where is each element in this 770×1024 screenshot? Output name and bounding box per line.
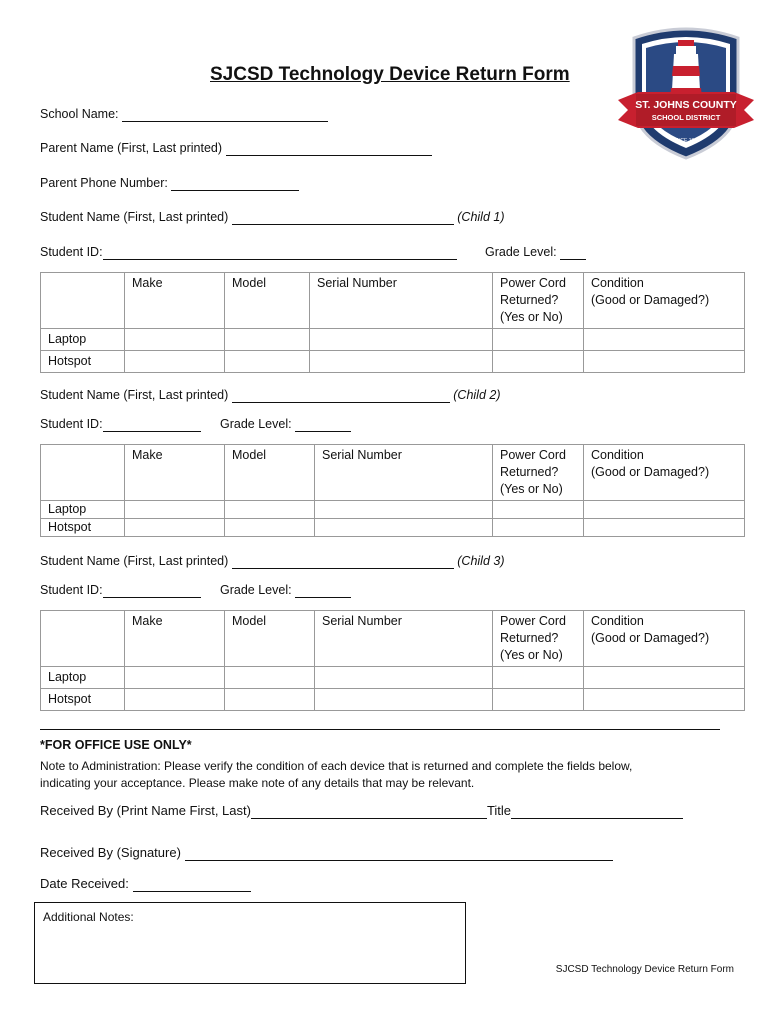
school-name-line[interactable] bbox=[122, 107, 328, 122]
student-id-field-2[interactable] bbox=[40, 416, 201, 432]
student-id-line[interactable] bbox=[103, 583, 201, 598]
header-power-cord-l3: (Yes or No) bbox=[500, 482, 563, 496]
logo-since: SINCE 1869 bbox=[672, 138, 700, 144]
cell-serial[interactable] bbox=[310, 329, 493, 351]
grade-level-field-1[interactable] bbox=[485, 244, 586, 260]
date-received-line[interactable] bbox=[133, 877, 251, 892]
header-make: Make bbox=[125, 611, 225, 667]
header-condition-l1: Condition bbox=[591, 448, 644, 462]
header-serial: Serial Number bbox=[315, 445, 493, 501]
parent-name-line[interactable] bbox=[226, 141, 432, 156]
header-power-cord-l2: Returned? bbox=[500, 631, 559, 645]
student-name-line[interactable] bbox=[232, 388, 450, 403]
logo-line2: SCHOOL DISTRICT bbox=[651, 113, 721, 122]
student-name-label: Student Name (First, Last printed) bbox=[40, 210, 229, 224]
cell-model[interactable] bbox=[225, 667, 315, 689]
header-power-cord bbox=[493, 273, 584, 329]
signature-field[interactable] bbox=[40, 845, 613, 861]
grade-level-line[interactable] bbox=[295, 583, 351, 598]
page-title: SJCSD Technology Device Return Form bbox=[210, 64, 570, 85]
header-power-cord-l3: (Yes or No) bbox=[500, 648, 563, 662]
cell-power-cord[interactable] bbox=[493, 689, 584, 711]
grade-level-label: Grade Level: bbox=[220, 417, 292, 431]
table-header-blank bbox=[41, 445, 125, 501]
parent-phone-label: Parent Phone Number: bbox=[40, 176, 168, 190]
logo-line1: ST. JOHNS COUNTY bbox=[635, 99, 737, 111]
header-power-cord-l2: Returned? bbox=[500, 465, 559, 479]
student-name-label: Student Name (First, Last printed) bbox=[40, 554, 229, 568]
received-by-label: Received By (Print Name First, Last) bbox=[40, 803, 251, 818]
grade-level-line[interactable] bbox=[560, 245, 586, 260]
cell-power-cord[interactable] bbox=[493, 501, 584, 519]
grade-level-line[interactable] bbox=[295, 417, 351, 432]
table-header-blank bbox=[41, 273, 125, 329]
student-id-field-3[interactable] bbox=[40, 582, 201, 598]
header-condition-l1: Condition bbox=[591, 276, 644, 290]
row-label-laptop: Laptop bbox=[41, 329, 125, 351]
cell-make[interactable] bbox=[125, 351, 225, 373]
cell-serial[interactable] bbox=[315, 519, 493, 537]
header-make: Make bbox=[125, 273, 225, 329]
header-power-cord bbox=[493, 445, 584, 501]
student-name-field-3[interactable] bbox=[40, 553, 505, 569]
grade-level-field-2[interactable] bbox=[220, 416, 351, 432]
school-name-label: School Name: bbox=[40, 107, 119, 121]
cell-model[interactable] bbox=[225, 329, 310, 351]
row-label-laptop: Laptop bbox=[41, 501, 125, 519]
section-divider bbox=[40, 729, 720, 730]
title-line[interactable] bbox=[511, 804, 683, 819]
date-received-field[interactable] bbox=[40, 876, 251, 892]
row-label-hotspot: Hotspot bbox=[41, 689, 125, 711]
parent-name-field[interactable] bbox=[40, 140, 432, 156]
cell-make[interactable] bbox=[125, 519, 225, 537]
header-power-cord-l1: Power Cord bbox=[500, 448, 566, 462]
student-name-line[interactable] bbox=[232, 210, 454, 225]
grade-level-label: Grade Level: bbox=[220, 583, 292, 597]
cell-condition[interactable] bbox=[584, 689, 745, 711]
header-condition bbox=[584, 273, 745, 329]
header-make: Make bbox=[125, 445, 225, 501]
cell-condition[interactable] bbox=[584, 329, 745, 351]
received-by-line[interactable] bbox=[251, 804, 487, 819]
cell-power-cord[interactable] bbox=[493, 329, 584, 351]
received-by-field[interactable] bbox=[40, 803, 683, 819]
child-label: (Child 1) bbox=[457, 210, 505, 224]
row-label-hotspot: Hotspot bbox=[41, 519, 125, 537]
header-model: Model bbox=[225, 273, 310, 329]
cell-model[interactable] bbox=[225, 351, 310, 373]
device-table-3 bbox=[40, 610, 745, 711]
header-model: Model bbox=[225, 611, 315, 667]
header-power-cord bbox=[493, 611, 584, 667]
child-label: (Child 2) bbox=[453, 388, 501, 402]
cell-make[interactable] bbox=[125, 667, 225, 689]
cell-power-cord[interactable] bbox=[493, 519, 584, 537]
parent-name-label: Parent Name (First, Last printed) bbox=[40, 141, 223, 155]
office-use-heading: *FOR OFFICE USE ONLY* bbox=[40, 738, 192, 752]
device-table-1 bbox=[40, 272, 745, 373]
student-id-label: Student ID: bbox=[40, 245, 103, 259]
header-condition-l2: (Good or Damaged?) bbox=[591, 293, 710, 307]
footer-text: SJCSD Technology Device Return Form bbox=[555, 964, 734, 975]
student-name-field-2[interactable] bbox=[40, 387, 501, 403]
cell-make[interactable] bbox=[125, 689, 225, 711]
cell-serial[interactable] bbox=[315, 501, 493, 519]
cell-make[interactable] bbox=[125, 329, 225, 351]
grade-level-field-3[interactable] bbox=[220, 582, 351, 598]
student-name-field-1[interactable] bbox=[40, 209, 505, 225]
signature-label: Received By (Signature) bbox=[40, 845, 181, 860]
header-condition-l2: (Good or Damaged?) bbox=[591, 465, 710, 479]
header-power-cord-l2: Returned? bbox=[500, 293, 559, 307]
title-label: Title bbox=[486, 803, 512, 818]
cell-power-cord[interactable] bbox=[493, 351, 584, 373]
cell-power-cord[interactable] bbox=[493, 667, 584, 689]
parent-phone-field[interactable] bbox=[40, 175, 299, 191]
cell-serial[interactable] bbox=[315, 689, 493, 711]
cell-serial[interactable] bbox=[310, 351, 493, 373]
student-name-line[interactable] bbox=[232, 554, 454, 569]
device-table-2 bbox=[40, 444, 745, 537]
cell-serial[interactable] bbox=[315, 667, 493, 689]
header-condition-l1: Condition bbox=[591, 614, 644, 628]
header-model: Model bbox=[225, 445, 315, 501]
cell-condition[interactable] bbox=[584, 501, 745, 519]
cell-condition[interactable] bbox=[584, 519, 745, 537]
header-condition-l2: (Good or Damaged?) bbox=[591, 631, 710, 645]
grade-level-label: Grade Level: bbox=[485, 245, 557, 259]
header-serial: Serial Number bbox=[310, 273, 493, 329]
cell-model[interactable] bbox=[225, 689, 315, 711]
student-id-line[interactable] bbox=[103, 245, 457, 260]
header-power-cord-l3: (Yes or No) bbox=[500, 310, 563, 324]
date-received-label: Date Received: bbox=[40, 876, 129, 891]
cell-model[interactable] bbox=[225, 519, 315, 537]
cell-make[interactable] bbox=[125, 501, 225, 519]
student-id-label: Student ID: bbox=[40, 583, 103, 597]
student-name-label: Student Name (First, Last printed) bbox=[40, 388, 229, 402]
child-label: (Child 3) bbox=[457, 554, 505, 568]
table-header-blank bbox=[41, 611, 125, 667]
parent-phone-line[interactable] bbox=[171, 176, 299, 191]
student-id-line[interactable] bbox=[103, 417, 201, 432]
school-name-field[interactable] bbox=[40, 106, 328, 122]
header-power-cord-l1: Power Cord bbox=[500, 276, 566, 290]
header-condition bbox=[584, 611, 745, 667]
row-label-hotspot: Hotspot bbox=[41, 351, 125, 373]
cell-model[interactable] bbox=[225, 501, 315, 519]
student-id-label: Student ID: bbox=[40, 417, 103, 431]
cell-condition[interactable] bbox=[584, 351, 745, 373]
district-logo bbox=[618, 26, 754, 160]
signature-line[interactable] bbox=[185, 846, 613, 861]
office-note-line2: indicating your acceptance. Please make note of any details that may be relevant. bbox=[40, 776, 475, 790]
student-id-field-1[interactable] bbox=[40, 244, 457, 260]
row-label-laptop: Laptop bbox=[41, 667, 125, 689]
additional-notes-label: Additional Notes: bbox=[43, 910, 134, 924]
additional-notes-box[interactable] bbox=[34, 902, 466, 984]
office-note-line1: Note to Administration: Please verify the condition of each device that is returned and complete the fields below, bbox=[40, 759, 633, 773]
header-serial: Serial Number bbox=[315, 611, 493, 667]
header-power-cord-l1: Power Cord bbox=[500, 614, 566, 628]
cell-condition[interactable] bbox=[584, 667, 745, 689]
header-condition bbox=[584, 445, 745, 501]
